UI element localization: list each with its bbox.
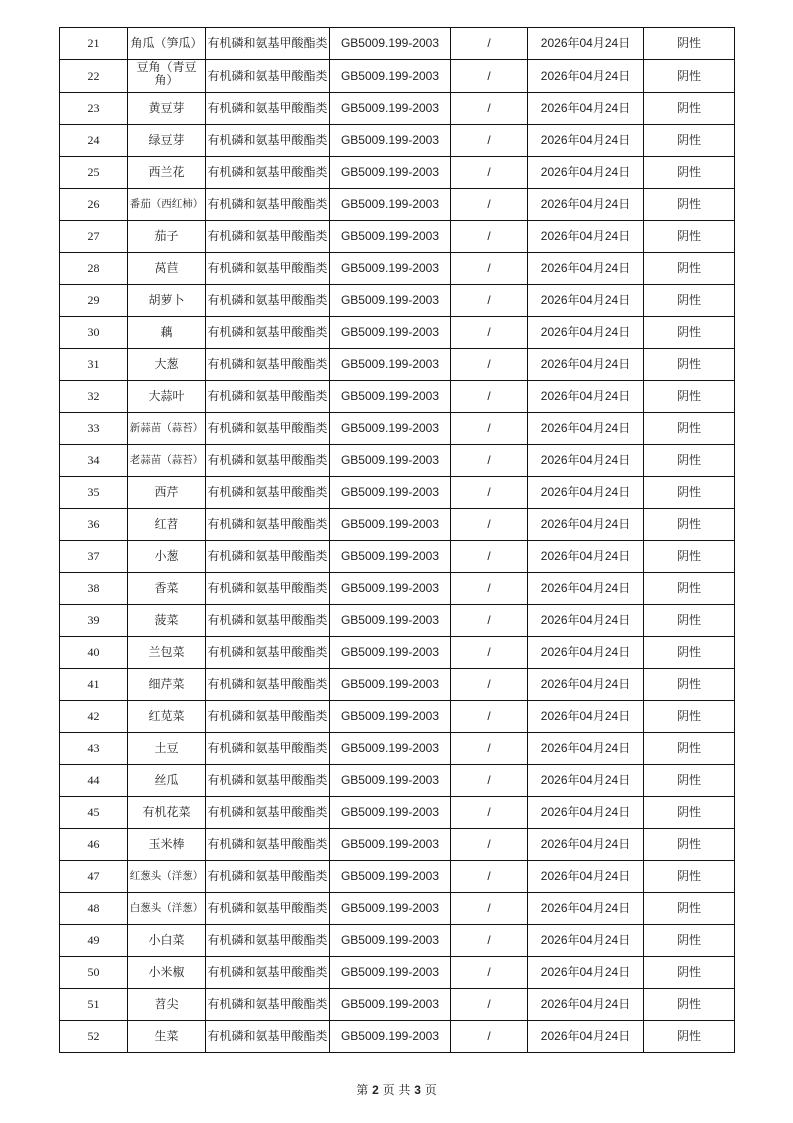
cell-sample-name: 香菜 bbox=[128, 573, 206, 605]
table-row bbox=[60, 221, 735, 253]
cell-limit: / bbox=[451, 829, 528, 861]
cell-standard: GB5009.199-2003 bbox=[330, 669, 451, 701]
cell-number: 38 bbox=[60, 573, 128, 605]
cell-number: 37 bbox=[60, 541, 128, 573]
cell-date: 2026年04月24日 bbox=[528, 925, 644, 957]
cell-number: 42 bbox=[60, 701, 128, 733]
cell-limit: / bbox=[451, 125, 528, 157]
cell-result: 阴性 bbox=[644, 829, 735, 861]
cell-date: 2026年04月24日 bbox=[528, 1021, 644, 1053]
cell-sample-name: 土豆 bbox=[128, 733, 206, 765]
cell-sample-name: 丝瓜 bbox=[128, 765, 206, 797]
cell-test-item: 有机磷和氨基甲酸酯类 bbox=[206, 925, 330, 957]
cell-date: 2026年04月24日 bbox=[528, 60, 644, 93]
cell-number: 43 bbox=[60, 733, 128, 765]
cell-date: 2026年04月24日 bbox=[528, 509, 644, 541]
table-row bbox=[60, 285, 735, 317]
cell-standard: GB5009.199-2003 bbox=[330, 60, 451, 93]
cell-standard: GB5009.199-2003 bbox=[330, 861, 451, 893]
cell-result: 阴性 bbox=[644, 765, 735, 797]
cell-number: 34 bbox=[60, 445, 128, 477]
cell-standard: GB5009.199-2003 bbox=[330, 253, 451, 285]
cell-date: 2026年04月24日 bbox=[528, 829, 644, 861]
cell-number: 24 bbox=[60, 125, 128, 157]
cell-limit: / bbox=[451, 381, 528, 413]
cell-number: 33 bbox=[60, 413, 128, 445]
table-row bbox=[60, 60, 735, 93]
cell-result: 阴性 bbox=[644, 541, 735, 573]
cell-test-item: 有机磷和氨基甲酸酯类 bbox=[206, 733, 330, 765]
table-body bbox=[60, 28, 735, 1053]
cell-date: 2026年04月24日 bbox=[528, 989, 644, 1021]
cell-standard: GB5009.199-2003 bbox=[330, 381, 451, 413]
cell-sample-name: 大葱 bbox=[128, 349, 206, 381]
cell-result: 阴性 bbox=[644, 445, 735, 477]
cell-standard: GB5009.199-2003 bbox=[330, 317, 451, 349]
cell-limit: / bbox=[451, 669, 528, 701]
cell-limit: / bbox=[451, 189, 528, 221]
cell-number: 30 bbox=[60, 317, 128, 349]
cell-standard: GB5009.199-2003 bbox=[330, 701, 451, 733]
cell-test-item: 有机磷和氨基甲酸酯类 bbox=[206, 60, 330, 93]
cell-number: 35 bbox=[60, 477, 128, 509]
cell-sample-name: 老蒜苗（蒜苔） bbox=[128, 445, 206, 477]
cell-number: 41 bbox=[60, 669, 128, 701]
footer-prefix: 第 bbox=[356, 1083, 369, 1097]
cell-test-item: 有机磷和氨基甲酸酯类 bbox=[206, 221, 330, 253]
cell-result: 阴性 bbox=[644, 733, 735, 765]
cell-number: 36 bbox=[60, 509, 128, 541]
cell-date: 2026年04月24日 bbox=[528, 733, 644, 765]
cell-sample-name: 小米椒 bbox=[128, 957, 206, 989]
cell-sample-name: 胡萝卜 bbox=[128, 285, 206, 317]
table-row bbox=[60, 605, 735, 637]
cell-date: 2026年04月24日 bbox=[528, 701, 644, 733]
cell-date: 2026年04月24日 bbox=[528, 253, 644, 285]
table-row bbox=[60, 317, 735, 349]
table-row bbox=[60, 541, 735, 573]
cell-test-item: 有机磷和氨基甲酸酯类 bbox=[206, 1021, 330, 1053]
cell-date: 2026年04月24日 bbox=[528, 28, 644, 60]
cell-standard: GB5009.199-2003 bbox=[330, 765, 451, 797]
cell-number: 44 bbox=[60, 765, 128, 797]
footer-suffix: 页 bbox=[424, 1083, 437, 1097]
cell-limit: / bbox=[451, 285, 528, 317]
cell-limit: / bbox=[451, 28, 528, 60]
cell-standard: GB5009.199-2003 bbox=[330, 829, 451, 861]
cell-sample-name: 莴苣 bbox=[128, 253, 206, 285]
cell-standard: GB5009.199-2003 bbox=[330, 157, 451, 189]
cell-number: 51 bbox=[60, 989, 128, 1021]
cell-test-item: 有机磷和氨基甲酸酯类 bbox=[206, 701, 330, 733]
cell-number: 52 bbox=[60, 1021, 128, 1053]
cell-test-item: 有机磷和氨基甲酸酯类 bbox=[206, 765, 330, 797]
table-row bbox=[60, 861, 735, 893]
cell-test-item: 有机磷和氨基甲酸酯类 bbox=[206, 317, 330, 349]
cell-limit: / bbox=[451, 861, 528, 893]
cell-standard: GB5009.199-2003 bbox=[330, 797, 451, 829]
cell-test-item: 有机磷和氨基甲酸酯类 bbox=[206, 93, 330, 125]
inspection-table bbox=[59, 27, 735, 1053]
table-row bbox=[60, 445, 735, 477]
table-row bbox=[60, 253, 735, 285]
table-row bbox=[60, 925, 735, 957]
cell-standard: GB5009.199-2003 bbox=[330, 573, 451, 605]
cell-date: 2026年04月24日 bbox=[528, 445, 644, 477]
cell-number: 47 bbox=[60, 861, 128, 893]
cell-sample-name: 红葱头（洋葱） bbox=[128, 861, 206, 893]
cell-date: 2026年04月24日 bbox=[528, 605, 644, 637]
cell-date: 2026年04月24日 bbox=[528, 477, 644, 509]
cell-test-item: 有机磷和氨基甲酸酯类 bbox=[206, 893, 330, 925]
cell-number: 46 bbox=[60, 829, 128, 861]
cell-sample-name: 小白菜 bbox=[128, 925, 206, 957]
cell-date: 2026年04月24日 bbox=[528, 541, 644, 573]
cell-result: 阴性 bbox=[644, 125, 735, 157]
cell-test-item: 有机磷和氨基甲酸酯类 bbox=[206, 477, 330, 509]
cell-test-item: 有机磷和氨基甲酸酯类 bbox=[206, 957, 330, 989]
cell-standard: GB5009.199-2003 bbox=[330, 285, 451, 317]
cell-sample-name: 红苋菜 bbox=[128, 701, 206, 733]
cell-date: 2026年04月24日 bbox=[528, 317, 644, 349]
cell-sample-name: 西芹 bbox=[128, 477, 206, 509]
cell-result: 阴性 bbox=[644, 957, 735, 989]
cell-result: 阴性 bbox=[644, 253, 735, 285]
table-row bbox=[60, 381, 735, 413]
cell-number: 28 bbox=[60, 253, 128, 285]
cell-test-item: 有机磷和氨基甲酸酯类 bbox=[206, 829, 330, 861]
cell-sample-name: 番茄（西红柿） bbox=[128, 189, 206, 221]
cell-result: 阴性 bbox=[644, 60, 735, 93]
cell-date: 2026年04月24日 bbox=[528, 413, 644, 445]
table-row bbox=[60, 413, 735, 445]
cell-limit: / bbox=[451, 60, 528, 93]
cell-sample-name: 角瓜（笋瓜） bbox=[128, 28, 206, 60]
table-row bbox=[60, 637, 735, 669]
cell-test-item: 有机磷和氨基甲酸酯类 bbox=[206, 797, 330, 829]
cell-result: 阴性 bbox=[644, 189, 735, 221]
cell-standard: GB5009.199-2003 bbox=[330, 957, 451, 989]
cell-limit: / bbox=[451, 541, 528, 573]
cell-limit: / bbox=[451, 349, 528, 381]
cell-result: 阴性 bbox=[644, 1021, 735, 1053]
cell-result: 阴性 bbox=[644, 477, 735, 509]
cell-test-item: 有机磷和氨基甲酸酯类 bbox=[206, 125, 330, 157]
cell-limit: / bbox=[451, 445, 528, 477]
cell-standard: GB5009.199-2003 bbox=[330, 349, 451, 381]
cell-standard: GB5009.199-2003 bbox=[330, 445, 451, 477]
cell-result: 阴性 bbox=[644, 861, 735, 893]
cell-date: 2026年04月24日 bbox=[528, 893, 644, 925]
table-row bbox=[60, 989, 735, 1021]
cell-date: 2026年04月24日 bbox=[528, 189, 644, 221]
cell-limit: / bbox=[451, 1021, 528, 1053]
cell-date: 2026年04月24日 bbox=[528, 765, 644, 797]
cell-sample-name: 大蒜叶 bbox=[128, 381, 206, 413]
cell-date: 2026年04月24日 bbox=[528, 669, 644, 701]
cell-test-item: 有机磷和氨基甲酸酯类 bbox=[206, 669, 330, 701]
cell-result: 阴性 bbox=[644, 925, 735, 957]
table-row bbox=[60, 93, 735, 125]
table-row bbox=[60, 797, 735, 829]
cell-result: 阴性 bbox=[644, 349, 735, 381]
cell-test-item: 有机磷和氨基甲酸酯类 bbox=[206, 541, 330, 573]
cell-number: 32 bbox=[60, 381, 128, 413]
cell-number: 29 bbox=[60, 285, 128, 317]
cell-result: 阴性 bbox=[644, 317, 735, 349]
cell-number: 26 bbox=[60, 189, 128, 221]
cell-result: 阴性 bbox=[644, 669, 735, 701]
table-row bbox=[60, 189, 735, 221]
cell-sample-name: 茄子 bbox=[128, 221, 206, 253]
cell-number: 49 bbox=[60, 925, 128, 957]
table-row bbox=[60, 509, 735, 541]
cell-sample-name: 西兰花 bbox=[128, 157, 206, 189]
cell-number: 23 bbox=[60, 93, 128, 125]
cell-number: 45 bbox=[60, 797, 128, 829]
cell-date: 2026年04月24日 bbox=[528, 957, 644, 989]
table-row bbox=[60, 28, 735, 60]
cell-sample-name: 兰包菜 bbox=[128, 637, 206, 669]
table-row bbox=[60, 1021, 735, 1053]
cell-standard: GB5009.199-2003 bbox=[330, 28, 451, 60]
footer-middle: 页 共 bbox=[382, 1083, 411, 1097]
cell-limit: / bbox=[451, 509, 528, 541]
cell-result: 阴性 bbox=[644, 157, 735, 189]
cell-test-item: 有机磷和氨基甲酸酯类 bbox=[206, 189, 330, 221]
cell-number: 50 bbox=[60, 957, 128, 989]
cell-standard: GB5009.199-2003 bbox=[330, 605, 451, 637]
cell-date: 2026年04月24日 bbox=[528, 285, 644, 317]
cell-sample-name: 红苕 bbox=[128, 509, 206, 541]
table-row bbox=[60, 349, 735, 381]
cell-sample-name: 玉米棒 bbox=[128, 829, 206, 861]
cell-date: 2026年04月24日 bbox=[528, 221, 644, 253]
cell-limit: / bbox=[451, 733, 528, 765]
cell-standard: GB5009.199-2003 bbox=[330, 1021, 451, 1053]
cell-limit: / bbox=[451, 413, 528, 445]
cell-number: 39 bbox=[60, 605, 128, 637]
cell-test-item: 有机磷和氨基甲酸酯类 bbox=[206, 637, 330, 669]
cell-number: 22 bbox=[60, 60, 128, 93]
total-page-number: 3 bbox=[414, 1083, 421, 1097]
cell-result: 阴性 bbox=[644, 381, 735, 413]
cell-date: 2026年04月24日 bbox=[528, 573, 644, 605]
cell-sample-name: 豆角（青豆角） bbox=[128, 60, 206, 93]
cell-test-item: 有机磷和氨基甲酸酯类 bbox=[206, 509, 330, 541]
table-row bbox=[60, 477, 735, 509]
cell-result: 阴性 bbox=[644, 413, 735, 445]
cell-limit: / bbox=[451, 93, 528, 125]
cell-standard: GB5009.199-2003 bbox=[330, 541, 451, 573]
cell-limit: / bbox=[451, 157, 528, 189]
cell-standard: GB5009.199-2003 bbox=[330, 221, 451, 253]
table-row bbox=[60, 157, 735, 189]
cell-number: 25 bbox=[60, 157, 128, 189]
cell-sample-name: 黄豆芽 bbox=[128, 93, 206, 125]
cell-number: 21 bbox=[60, 28, 128, 60]
cell-test-item: 有机磷和氨基甲酸酯类 bbox=[206, 605, 330, 637]
cell-sample-name: 小葱 bbox=[128, 541, 206, 573]
cell-test-item: 有机磷和氨基甲酸酯类 bbox=[206, 413, 330, 445]
cell-result: 阴性 bbox=[644, 285, 735, 317]
cell-date: 2026年04月24日 bbox=[528, 381, 644, 413]
cell-standard: GB5009.199-2003 bbox=[330, 125, 451, 157]
cell-limit: / bbox=[451, 989, 528, 1021]
cell-limit: / bbox=[451, 477, 528, 509]
table-row bbox=[60, 893, 735, 925]
cell-standard: GB5009.199-2003 bbox=[330, 189, 451, 221]
cell-limit: / bbox=[451, 221, 528, 253]
table-row bbox=[60, 733, 735, 765]
cell-limit: / bbox=[451, 637, 528, 669]
table-row bbox=[60, 701, 735, 733]
cell-limit: / bbox=[451, 893, 528, 925]
cell-limit: / bbox=[451, 957, 528, 989]
cell-date: 2026年04月24日 bbox=[528, 157, 644, 189]
cell-standard: GB5009.199-2003 bbox=[330, 989, 451, 1021]
cell-limit: / bbox=[451, 605, 528, 637]
cell-sample-name: 生菜 bbox=[128, 1021, 206, 1053]
table-row bbox=[60, 573, 735, 605]
table-row bbox=[60, 765, 735, 797]
cell-number: 48 bbox=[60, 893, 128, 925]
cell-number: 40 bbox=[60, 637, 128, 669]
cell-number: 27 bbox=[60, 221, 128, 253]
cell-result: 阴性 bbox=[644, 989, 735, 1021]
cell-test-item: 有机磷和氨基甲酸酯类 bbox=[206, 157, 330, 189]
cell-date: 2026年04月24日 bbox=[528, 637, 644, 669]
cell-test-item: 有机磷和氨基甲酸酯类 bbox=[206, 573, 330, 605]
cell-result: 阴性 bbox=[644, 93, 735, 125]
cell-standard: GB5009.199-2003 bbox=[330, 93, 451, 125]
cell-result: 阴性 bbox=[644, 573, 735, 605]
cell-sample-name: 有机花菜 bbox=[128, 797, 206, 829]
cell-sample-name: 藕 bbox=[128, 317, 206, 349]
cell-standard: GB5009.199-2003 bbox=[330, 733, 451, 765]
cell-limit: / bbox=[451, 573, 528, 605]
cell-sample-name: 细芹菜 bbox=[128, 669, 206, 701]
cell-sample-name: 苕尖 bbox=[128, 989, 206, 1021]
cell-standard: GB5009.199-2003 bbox=[330, 925, 451, 957]
cell-sample-name: 白葱头（洋葱） bbox=[128, 893, 206, 925]
cell-number: 31 bbox=[60, 349, 128, 381]
cell-limit: / bbox=[451, 797, 528, 829]
cell-test-item: 有机磷和氨基甲酸酯类 bbox=[206, 989, 330, 1021]
table-row bbox=[60, 957, 735, 989]
cell-test-item: 有机磷和氨基甲酸酯类 bbox=[206, 381, 330, 413]
cell-sample-name: 新蒜苗（蒜苔） bbox=[128, 413, 206, 445]
current-page-number: 2 bbox=[372, 1083, 379, 1097]
cell-limit: / bbox=[451, 925, 528, 957]
table-row bbox=[60, 829, 735, 861]
cell-test-item: 有机磷和氨基甲酸酯类 bbox=[206, 285, 330, 317]
cell-test-item: 有机磷和氨基甲酸酯类 bbox=[206, 445, 330, 477]
cell-limit: / bbox=[451, 765, 528, 797]
cell-result: 阴性 bbox=[644, 28, 735, 60]
cell-standard: GB5009.199-2003 bbox=[330, 477, 451, 509]
cell-result: 阴性 bbox=[644, 509, 735, 541]
cell-date: 2026年04月24日 bbox=[528, 349, 644, 381]
cell-limit: / bbox=[451, 317, 528, 349]
cell-result: 阴性 bbox=[644, 701, 735, 733]
cell-test-item: 有机磷和氨基甲酸酯类 bbox=[206, 28, 330, 60]
cell-limit: / bbox=[451, 701, 528, 733]
table-row bbox=[60, 125, 735, 157]
cell-standard: GB5009.199-2003 bbox=[330, 509, 451, 541]
cell-date: 2026年04月24日 bbox=[528, 93, 644, 125]
cell-date: 2026年04月24日 bbox=[528, 125, 644, 157]
cell-test-item: 有机磷和氨基甲酸酯类 bbox=[206, 861, 330, 893]
cell-result: 阴性 bbox=[644, 221, 735, 253]
cell-limit: / bbox=[451, 253, 528, 285]
cell-result: 阴性 bbox=[644, 637, 735, 669]
cell-test-item: 有机磷和氨基甲酸酯类 bbox=[206, 253, 330, 285]
cell-date: 2026年04月24日 bbox=[528, 861, 644, 893]
cell-standard: GB5009.199-2003 bbox=[330, 893, 451, 925]
cell-result: 阴性 bbox=[644, 797, 735, 829]
table-row bbox=[60, 669, 735, 701]
cell-result: 阴性 bbox=[644, 893, 735, 925]
cell-standard: GB5009.199-2003 bbox=[330, 637, 451, 669]
cell-sample-name: 菠菜 bbox=[128, 605, 206, 637]
page-footer bbox=[0, 1081, 793, 1098]
cell-standard: GB5009.199-2003 bbox=[330, 413, 451, 445]
cell-date: 2026年04月24日 bbox=[528, 797, 644, 829]
cell-result: 阴性 bbox=[644, 605, 735, 637]
cell-test-item: 有机磷和氨基甲酸酯类 bbox=[206, 349, 330, 381]
cell-sample-name: 绿豆芽 bbox=[128, 125, 206, 157]
